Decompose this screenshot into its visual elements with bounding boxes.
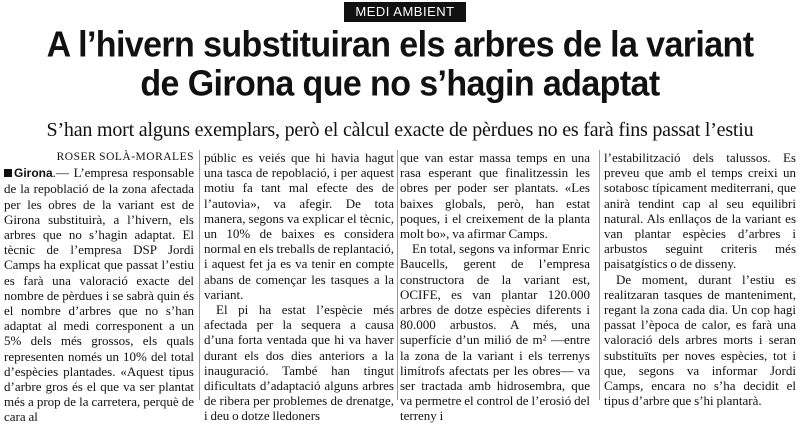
column-1-paragraph: .— L’empresa responsable de la repoblació de la zona afectada per les obres de la variant est de Girona substituirà, a l’hivern, els arbres que no s’hagin adaptat. El tècnic de l’empresa DSP Jordi Camps ha explicat que passat l’estiu es farà una valoració exacte del nombre de pèrdues i se sabrà quin és el nombre d’arbres que no s’han adaptat al medi corresponent a un 5% dels més grossos, els quals representen només un 10% del total d’espècies plantades. «Aquest tipus d’arbre gros és el que va ser plantat més a prop de la carretera, perquè de cara al bbox=[4, 165, 194, 425]
dateline: Girona bbox=[14, 166, 53, 181]
headline-line-2: de Girona que no s’hagin adaptat bbox=[140, 63, 660, 104]
article-column-1 bbox=[4, 150, 194, 425]
subheadline: S’han mort alguns exemplars, però el càlcul exacte de pèrdues no es farà fins passat l’estiu bbox=[46, 119, 754, 141]
column-2-paragraph-2: El pi ha estat l’espècie més afectada per la sequera a causa d’una forta ventada que hi va haver durant els dos dies anteriors a la inauguració. També han tingut dificultats d’adaptació alguns arbres de ribera per problemes de drenatge, i deu o dotze lledoners bbox=[204, 302, 394, 424]
column-3-paragraph-2: En total, segons va informar Enric Baucells, gerent de l’empresa constructora de la variant est, OCIFE, es van plantar 120.000 arbres de dotze espècies diferents i 80.000 arbustos. A més, una superfície d’un milió de m² —entre la zona de la variant i els terrenys limítrofs afectats per les obres— va ser tractada amb hidrosembra, que va permetre el control de l’erosió del terreny i bbox=[400, 241, 590, 424]
headline-line-1: A l’hivern substituiran els arbres de la variant bbox=[46, 25, 754, 65]
column-divider bbox=[397, 150, 398, 400]
lede-paragraph bbox=[4, 165, 194, 424]
byline: ROSER SOLÀ-MORALES bbox=[56, 151, 194, 163]
column-divider bbox=[199, 150, 200, 400]
column-divider bbox=[599, 150, 600, 400]
lede-square-icon bbox=[4, 169, 12, 177]
column-4-paragraph-2: De moment, durant l’estiu es realitzaran tasques de manteniment, regant la zona cada dia. Un cop hagi passat l’època de calor, es farà una valoració dels arbres morts i seran substituïts per noves espècies, tot i que, segons va informar Jordi Camps, encara no s’ha decidit el tipus d’arbre que s’hi plantarà. bbox=[604, 271, 796, 409]
article-column-3 bbox=[400, 150, 590, 424]
article-column-2 bbox=[204, 150, 394, 424]
column-4-paragraph-1: l’estabilització dels talussos. Es preveu que amb el temps creixi un sotabosc típicament mediterrani, que anirà tendint cap al seu equilibri natural. Als enllaços de la variant es van plantar espècies d’arbres i arbustos seguint criteris més paisatgístics o de disseny. bbox=[604, 150, 796, 272]
section-label: MEDI AMBIENT bbox=[344, 2, 466, 22]
headline bbox=[0, 26, 800, 104]
column-2-paragraph-1: públic es veiés que hi havia hagut una tasca de repoblació, i per aquest motiu fa tant mal efecte des de l’autovia», va afegir. De tota manera, segons va explicar el tècnic, un 10% de baixes es considera normal en els treballs de replantació, i aquest fet ja es va tenir en compte abans de començar les tasques a la variant. bbox=[204, 150, 394, 302]
article-column-4 bbox=[604, 150, 796, 409]
column-3-paragraph-1: que van estar massa temps en una rasa esperant que finalitzessin les obres per poder ser plantats. «Les baixes globals, però, han estat poques, i el creixement de la planta molt bo», va afirmar Camps. bbox=[400, 150, 590, 242]
